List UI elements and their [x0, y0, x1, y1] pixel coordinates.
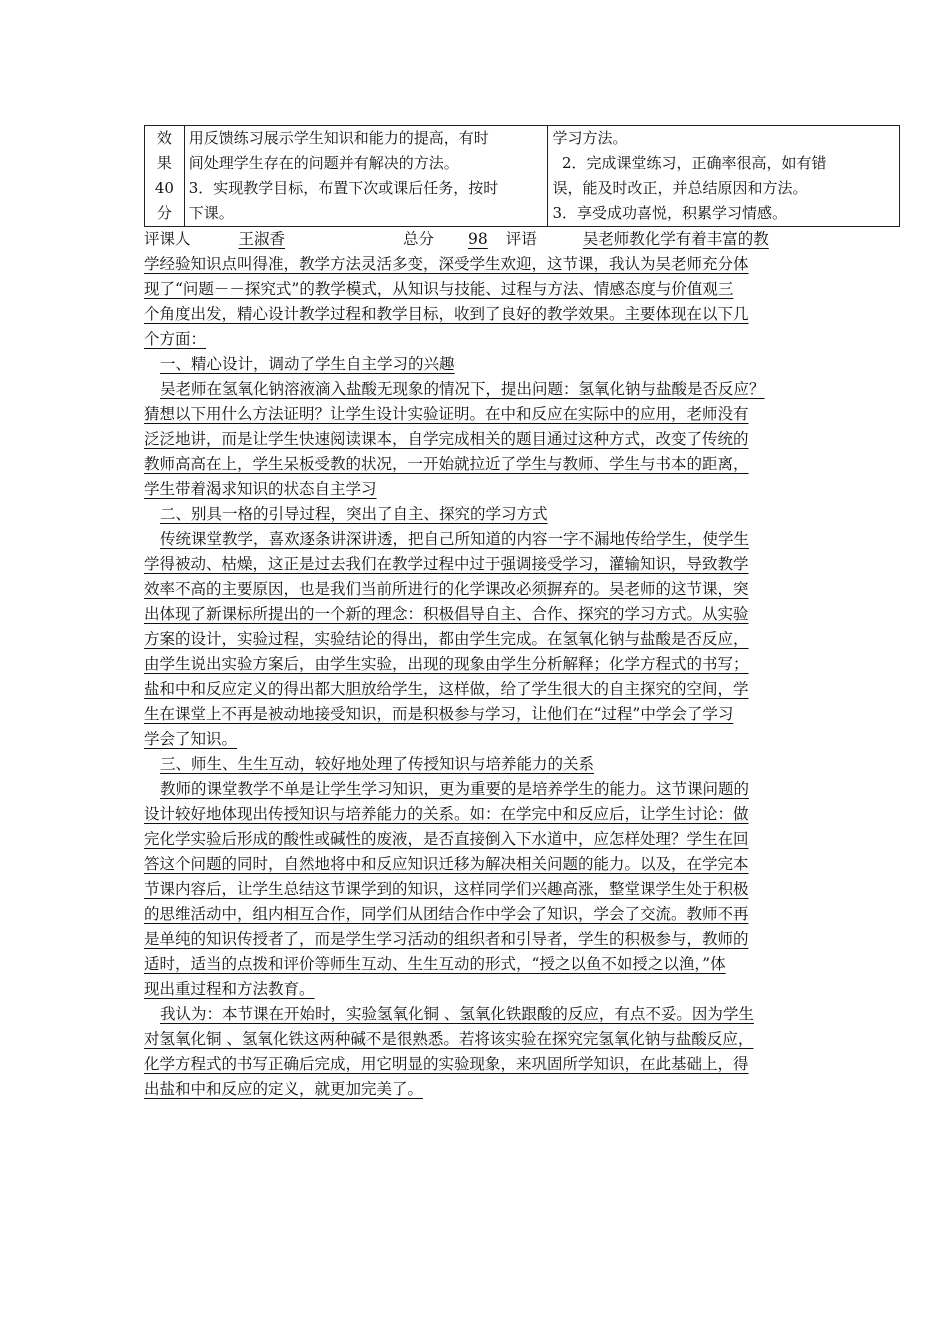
- evaluator-label: 评课人: [144, 230, 191, 248]
- evaluation-table: [144, 125, 900, 227]
- paragraph-line: 我认为：本节课在开始时，实验氢氧化铜 、氢氧化铁跟酸的反应，有点不妥。因为学生: [160, 1005, 754, 1023]
- paragraph-line: 设计较好地体现出传授知识与培养能力的关系。如：在学完中和反应后，让学生讨论：做: [144, 805, 749, 823]
- paragraph-line: 适时，适当的点拨和评价等师生互动、生生互动的形式，“授之以鱼不如授之以渔，”体: [144, 955, 726, 973]
- section-heading: 二、别具一格的引导过程，突出了自主、探究的学习方式: [160, 505, 548, 523]
- comment-label: 评语: [505, 230, 537, 248]
- paragraph-line: 是单纯的知识传授者了，而是学生学习活动的组织者和引导者，学生的积极参与，教师的: [144, 930, 749, 948]
- table-cell-line: 3．实现教学目标，布置下次或课后任务，按时: [188, 179, 499, 197]
- paragraph-line: 吴老师在氢氧化钠溶液滴入盐酸无现象的情况下，提出问题：氢氧化钠与盐酸是否反应？: [160, 380, 765, 398]
- table-cell-line: 下课。: [188, 204, 234, 222]
- paragraph-line: 猜想以下用什么方法证明？让学生设计实验证明。在中和反应在实际中的应用，老师没有: [144, 405, 749, 423]
- table-cell-line: 间处理学生存在的问题并有解决的方法。: [188, 154, 459, 172]
- paragraph-line: 学会了知识。: [144, 730, 238, 748]
- paragraph-line: 教师高高在上，学生呆板受教的状况，一开始就拉近了学生与教师、学生与书本的距离，: [144, 455, 749, 473]
- paragraph-line: 出盐和中和反应的定义，就更加完美了。: [144, 1080, 424, 1098]
- paragraph-line: 的思维活动中，组内相互合作，同学们从团结合作中学会了知识，学会了交流。教师不再: [144, 905, 749, 923]
- paragraph-line: 教师的课堂教学不单是让学生学习知识，更为重要的是培养学生的能力。这节课问题的: [160, 780, 750, 798]
- paragraph-line: 学生带着渴求知识的状态自主学习: [144, 480, 377, 498]
- table-cell-line: 误，能及时改正，并总结原因和方法。: [552, 179, 808, 197]
- comment-line: 学经验知识点叫得准，教学方法灵活多变，深受学生欢迎，这节课，我认为吴老师充分体: [144, 255, 749, 273]
- table-row: [145, 126, 900, 227]
- paragraph-line: 泛泛地讲，而是让学生快速阅读课本，自学完成相关的题目通过这种方式，改变了传统的: [144, 430, 749, 448]
- category-label-char: 果: [156, 154, 172, 172]
- evaluator-name-field: [191, 230, 386, 248]
- comment-line: 现了“问题－－探究式”的教学模式，从知识与技能、过程与方法、情感态度与价值观三: [144, 280, 734, 298]
- paragraph-line: 传统课堂教学，喜欢逐条讲深讲透，把自己所知道的内容一字不漏地传给学生，使学生: [160, 530, 750, 548]
- paragraph-line: 盐和中和反应定义的得出都大胆放给学生，这样做，给了学生很大的自主探究的空间，学: [144, 680, 749, 698]
- comment-line: 个方面：: [144, 330, 207, 348]
- evaluator-line: [144, 227, 810, 252]
- table-cell-line: 用反馈练习展示学生知识和能力的提高，有时: [188, 129, 489, 147]
- paragraph-line: 生在课堂上不再是被动地接受知识，而是积极参与学习，让他们在“过程”中学会了学习: [144, 705, 734, 723]
- paragraph-line: 效率不高的主要原因，也是我们当前所进行的化学课改必须摒弃的。吴老师的这节课，突: [144, 580, 749, 598]
- comment-line: 个角度出发，精心设计教学过程和教学目标，收到了良好的教学效果。主要体现在以下几: [144, 305, 749, 323]
- category-label-char: 40: [154, 179, 174, 197]
- comment-first-line: 吴老师教化学有着丰富的教: [582, 230, 769, 248]
- category-label-cell: [145, 126, 185, 227]
- category-label-char: 分: [156, 204, 172, 222]
- paragraph-line: 答这个问题的同时，自然地将中和反应知识迁移为解决相关问题的能力。以及，在学完本: [144, 855, 749, 873]
- paragraph-line: 现出重过程和方法教育。: [144, 980, 315, 998]
- paragraph-line: 出体现了新课标所提出的一个新的理念：积极倡导自主、合作、探究的学习方式。从实验: [144, 605, 749, 623]
- category-label-char: 效: [156, 129, 172, 147]
- paragraph-line: 由学生说出实验方案后，由学生实验，出现的现象由学生分析解释；化学方程式的书写；: [144, 655, 749, 673]
- table-cell-line: 3．享受成功喜悦，积累学习情感。: [552, 204, 788, 222]
- evaluator-name: 王淑香: [238, 230, 286, 248]
- teacher-criteria-cell: [184, 126, 548, 227]
- evaluation-body: [144, 227, 810, 1102]
- section-heading: 三、师生、生生互动，较好地处理了传授知识与培养能力的关系: [160, 755, 595, 773]
- paragraph-line: 完化学实验后形成的酸性或碱性的废液，是否直接倒入下水道中，应怎样处理？学生在回: [144, 830, 749, 848]
- table-cell-line: 2．完成课堂练习，正确率很高，如有错: [552, 154, 827, 172]
- student-criteria-cell: [548, 126, 900, 227]
- score-label: 总分: [403, 230, 435, 248]
- paragraph-line: 节课内容后，让学生总结这节课学到的知识，这样同学们兴趣高涨，整堂课学生处于积极: [144, 880, 749, 898]
- table-cell-line: 学习方法。: [552, 129, 628, 147]
- paragraph-line: 方案的设计，实验过程，实验结论的得出，都由学生完成。在氢氧化钠与盐酸是否反应，: [144, 630, 749, 648]
- score-field: [434, 230, 506, 248]
- score-value: 98: [468, 230, 488, 248]
- section-heading: 一、精心设计，调动了学生自主学习的兴趣: [160, 355, 455, 373]
- paragraph-line: 化学方程式的书写正确后完成，用它明显的实验现象，来巩固所学知识，在此基础上，得: [144, 1055, 749, 1073]
- paragraph-line: 学得被动、枯燥，这正是过去我们在教学过程中过于强调接受学习，灌输知识，导致教学: [144, 555, 749, 573]
- paragraph-line: 对氢氧化铜 、氢氧化铁这两种碱不是很熟悉。若将该实验在探究完氢氧化钠与盐酸反应，: [144, 1030, 754, 1048]
